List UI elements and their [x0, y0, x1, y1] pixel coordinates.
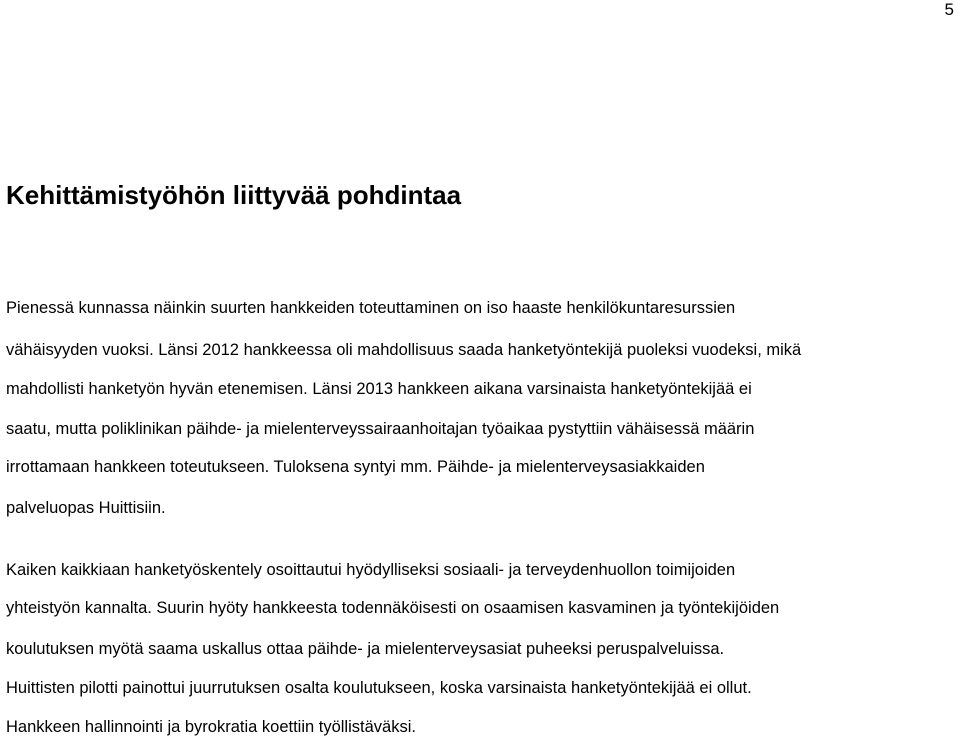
- paragraph-2-line-5: Hankkeen hallinnointi ja byrokratia koettiin työllistäväksi.: [6, 718, 416, 736]
- paragraph-1-line-1: Pienessä kunnassa näinkin suurten hankkeiden toteuttaminen on iso haaste henkilökuntaresurssien: [6, 299, 736, 317]
- paragraph-2-line-2: yhteistyön kannalta. Suurin hyöty hankkeesta todennäköisesti on osaamisen kasvaminen ja työntekijöiden: [6, 599, 780, 617]
- paragraph-2-line-1: Kaiken kaikkiaan hanketyöskentely osoittautui hyödylliseksi sosiaali- ja terveydenhuollon toimijoiden: [6, 561, 736, 579]
- paragraph-1-line-3: mahdollisti hanketyön hyvän etenemisen. Länsi 2013 hankkeen aikana varsinaista hanketyöntekijää ei: [6, 380, 752, 398]
- paragraph-1-line-2: vähäisyyden vuoksi. Länsi 2012 hankkeessa oli mahdollisuus saada hanketyöntekijä puoleksi vuodeksi, mikä: [6, 341, 802, 359]
- paragraph-1-line-4: saatu, mutta poliklinikan päihde- ja mielenterveyssairaanhoitajan työaikaa pystyttiin vähäisessä määrin: [6, 420, 755, 438]
- section-heading: Kehittämistyöhön liittyvää pohdintaa: [6, 180, 462, 210]
- paragraph-2-line-3: koulutuksen myötä saama uskallus ottaa päihde- ja mielenterveysasiat puheeksi peruspalveluissa.: [6, 640, 725, 658]
- paragraph-1-line-6: palveluopas Huittisiin.: [6, 499, 166, 517]
- paragraph-1-line-5: irrottamaan hankkeen toteutukseen. Tuloksena syntyi mm. Päihde- ja mielenterveysasiakkaiden: [6, 458, 705, 476]
- page-number: 5: [944, 0, 954, 19]
- paragraph-2-line-4: Huittisten pilotti painottui juurrutuksen osalta koulutukseen, koska varsinaista hanketyöntekijää ei ollut.: [6, 679, 752, 697]
